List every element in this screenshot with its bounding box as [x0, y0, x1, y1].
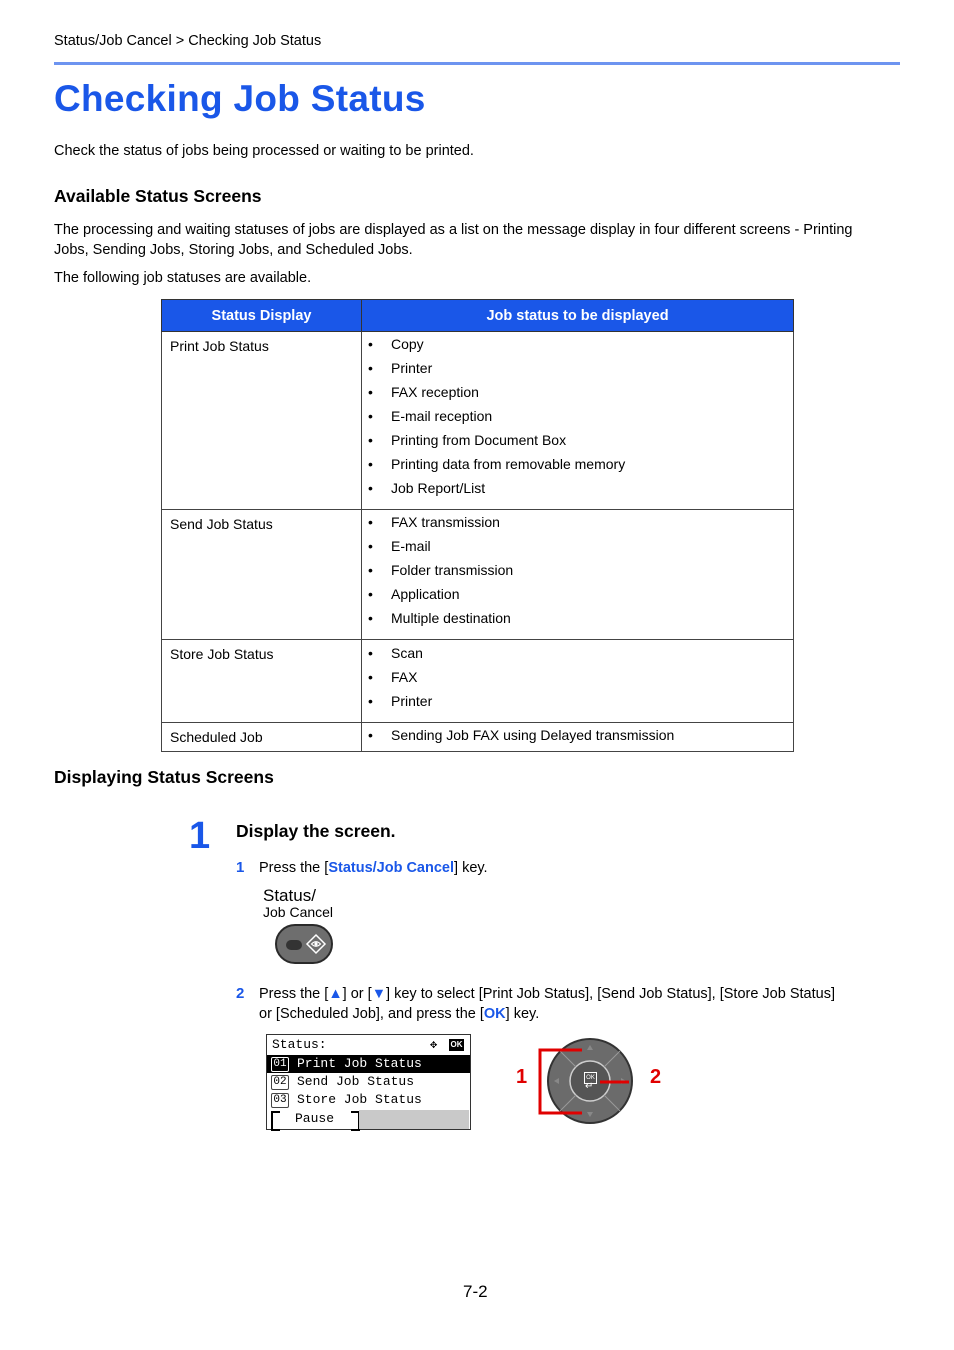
softkey-pause[interactable]: Pause: [295, 1111, 335, 1126]
list-item: • Multiple destination: [362, 610, 793, 634]
table-header-row: [162, 300, 794, 332]
substep-number: 1: [236, 859, 245, 876]
list-item: • Printing data from removable memory: [362, 456, 793, 480]
ok-key-ref: OK: [483, 1005, 506, 1022]
list-item: • FAX: [362, 669, 793, 693]
list-item: • FAX transmission: [362, 514, 793, 538]
page-number: 7-2: [463, 1282, 488, 1301]
displaying-status-heading: Displaying Status Screens: [54, 767, 274, 787]
list-item: • Printer: [362, 693, 793, 717]
row-label: Print Job Status: [162, 332, 362, 510]
job-status-table: [161, 299, 794, 752]
breadcrumb: Status/Job Cancel > Checking Job Status: [54, 33, 322, 49]
row-label: Scheduled Job: [162, 723, 362, 752]
intro-text: Check the status of jobs being processed or waiting to be printed.: [54, 143, 474, 159]
list-item: • Folder transmission: [362, 562, 793, 586]
step-number: 1: [189, 815, 211, 857]
page-title: Checking Job Status: [54, 78, 426, 119]
list-item: • Sending Job FAX using Delayed transmission: [362, 727, 793, 751]
row-items: [362, 723, 794, 752]
status-icon: [305, 933, 327, 955]
list-item: • FAX reception: [362, 384, 793, 408]
enter-icon: ↵: [585, 1081, 594, 1092]
row-items: [362, 332, 794, 510]
row-items: [362, 640, 794, 723]
table-row: [162, 723, 794, 752]
indicator-light: [286, 940, 302, 950]
lcd-menu-item-print[interactable]: 01 Print Job Status: [267, 1055, 470, 1073]
row-items: [362, 510, 794, 640]
following-statuses-text: The following job statuses are available.: [54, 270, 312, 286]
key-label-job-cancel: Job Cancel: [263, 904, 334, 920]
step-title: Display the screen.: [236, 821, 396, 841]
substep-text: Press the [▲] or [▼] key to select [Print Job Status], [Send Job Status], [Store Job Status] or [Scheduled Job], and press the [OK] key.: [259, 986, 835, 1022]
callout-2: 2: [650, 1066, 662, 1088]
list-item: • E-mail reception: [362, 408, 793, 432]
list-item: • E-mail: [362, 538, 793, 562]
lcd-title: Status:: [272, 1037, 327, 1052]
ok-key-label: OK: [584, 1072, 597, 1084]
key-label-status: Status/: [263, 886, 316, 905]
row-label: Store Job Status: [162, 640, 362, 723]
available-status-para: The processing and waiting statuses of jobs are displayed as a list on the message display in four different screens - Printing Jobs, Sending Jobs, Storing Jobs, and Scheduled Jobs.: [54, 222, 853, 258]
list-item: • Printing from Document Box: [362, 432, 793, 456]
status-job-cancel-key-ref: Status/Job Cancel: [328, 860, 455, 876]
substep-text: Press the [Status/Job Cancel] key.: [259, 860, 488, 876]
header-status-display: Status Display: [162, 300, 362, 332]
down-arrow-key-ref: ▼: [371, 986, 387, 1002]
table-row: [162, 510, 794, 640]
navigate-icon: ✥: [430, 1038, 438, 1052]
ok-badge: OK: [450, 1040, 463, 1049]
substep-number: 2: [236, 985, 245, 1002]
list-item: • Job Report/List: [362, 480, 793, 504]
available-status-heading: Available Status Screens: [54, 186, 262, 206]
lcd-menu-item-send[interactable]: 02 Send Job Status: [267, 1073, 470, 1091]
row-label: Send Job Status: [162, 510, 362, 640]
up-arrow-key-ref: ▲: [328, 986, 343, 1002]
softkey-blank: [359, 1110, 469, 1129]
lcd-menu-item-store[interactable]: 03 Store Job Status: [267, 1091, 470, 1109]
header-job-status: Job status to be displayed: [362, 300, 794, 332]
table-row: [162, 640, 794, 723]
lcd-title-row: [267, 1036, 470, 1054]
status-job-cancel-key[interactable]: [275, 924, 333, 964]
table-row: [162, 332, 794, 510]
header-rule: [54, 62, 900, 65]
list-item: • Printer: [362, 360, 793, 384]
lcd-screen: [266, 1034, 471, 1130]
list-item: • Application: [362, 586, 793, 610]
softkey-bracket-left: [271, 1111, 280, 1131]
list-item: • Scan: [362, 645, 793, 669]
callout-1: 1: [516, 1066, 528, 1088]
lcd-softkey-row: [267, 1110, 470, 1129]
list-item: • Copy: [362, 336, 793, 360]
